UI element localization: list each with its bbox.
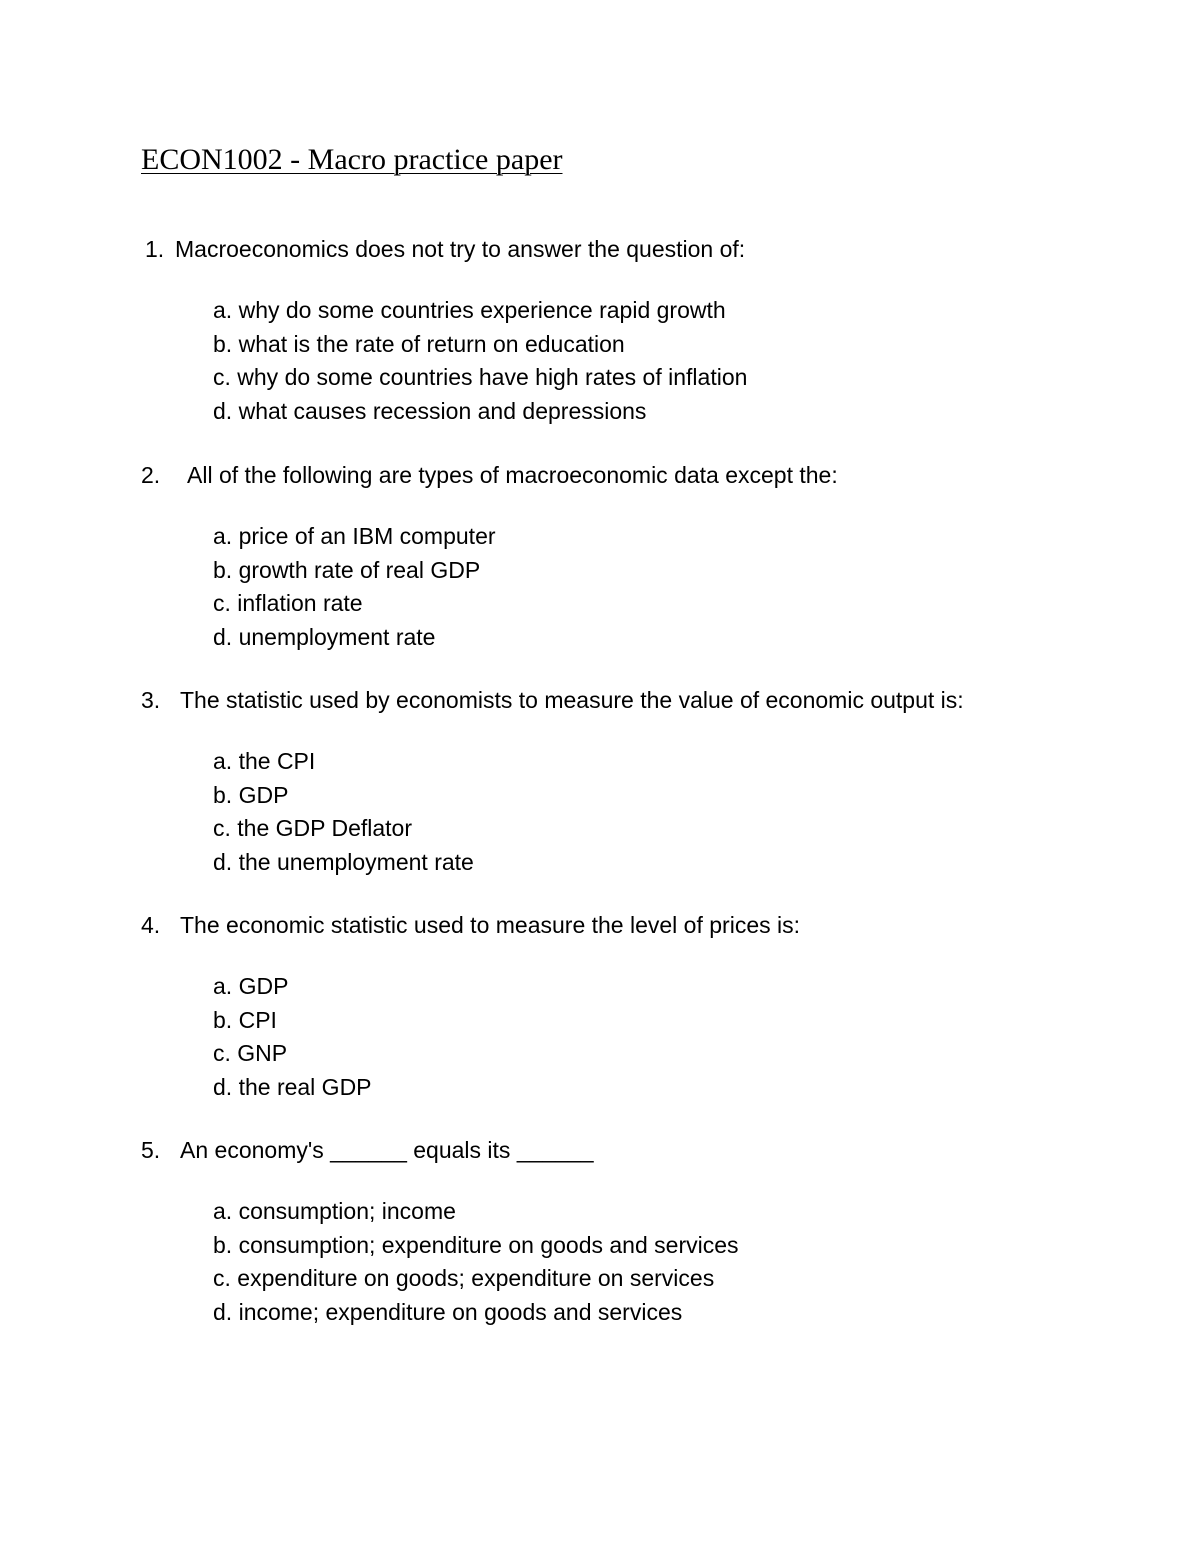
option-text: what is the rate of return on education [238,330,625,357]
option-d [141,846,1141,880]
option-list [141,1195,1141,1329]
option-text: CPI [238,1006,277,1033]
option-d [141,1071,1141,1105]
option-letter: c. [213,590,231,616]
option-a [141,970,1141,1004]
option-text: price of an IBM computer [238,523,496,549]
option-text: what causes recession and depressions [238,397,647,424]
question-text: An economy's ______ equals its ______ [180,1137,594,1163]
option-letter: c. [213,1265,231,1291]
option-text: consumption; income [238,1198,456,1224]
option-letter: d. [213,397,233,424]
option-d [141,395,1141,429]
option-d [141,1296,1141,1330]
question-stem [141,683,1141,717]
option-text: GDP [238,781,289,808]
question-number: 1. [145,236,165,262]
option-list [141,520,1141,654]
question-number: 2. [141,462,161,488]
option-letter: a. [213,297,233,323]
option-text: unemployment rate [238,623,436,650]
option-text: expenditure on goods; expenditure on services [237,1265,715,1291]
option-letter: a. [213,523,233,549]
question-text: Macroeconomics does not try to answer the question of: [175,236,746,262]
option-text: why do some countries have high rates of inflation [237,364,748,390]
option-letter: d. [213,623,233,650]
option-list [141,745,1141,879]
option-text: the real GDP [238,1073,372,1100]
page-title: ECON1002 - Macro practice paper [141,143,563,176]
option-text: inflation rate [237,590,363,616]
option-list [141,294,1141,428]
question-number: 5. [141,1137,161,1163]
option-a [141,520,1141,554]
question-text: All of the following are types of macroeconomic data except the: [187,462,838,488]
option-c [141,361,1141,395]
question-stem [141,458,1141,492]
option-letter: c. [213,815,231,841]
option-text: GDP [238,973,289,999]
option-letter: b. [213,781,233,808]
option-b [141,554,1141,588]
option-c [141,1262,1141,1296]
option-letter: a. [213,748,233,774]
question-text: The statistic used by economists to measure the value of economic output is: [180,687,964,713]
question-4 [141,908,1141,1104]
question-2 [141,458,1141,654]
option-text: the unemployment rate [238,848,474,875]
question-number: 4. [141,912,161,938]
option-text: income; expenditure on goods and services [238,1298,683,1325]
question-5 [141,1133,1141,1329]
option-letter: c. [213,364,231,390]
option-letter: a. [213,973,233,999]
option-text: why do some countries experience rapid growth [238,297,726,323]
option-b [141,1229,1141,1263]
question-stem [141,232,1141,266]
option-letter: c. [213,1040,231,1066]
question-3 [141,683,1141,879]
option-letter: d. [213,848,233,875]
option-text: growth rate of real GDP [238,556,481,583]
option-text: the GDP Deflator [237,815,412,841]
option-a [141,1195,1141,1229]
option-letter: d. [213,1298,233,1325]
option-b [141,328,1141,362]
question-stem [141,908,1141,942]
option-b [141,779,1141,813]
option-letter: b. [213,1231,233,1258]
option-letter: b. [213,1006,233,1033]
option-letter: b. [213,330,233,357]
question-number: 3. [141,687,161,713]
option-letter: d. [213,1073,233,1100]
option-list [141,970,1141,1104]
option-d [141,621,1141,655]
option-a [141,745,1141,779]
option-c [141,812,1141,846]
question-text: The economic statistic used to measure the level of prices is: [180,912,801,938]
option-letter: a. [213,1198,233,1224]
option-text: consumption; expenditure on goods and services [238,1231,739,1258]
option-b [141,1004,1141,1038]
option-c [141,1037,1141,1071]
option-a [141,294,1141,328]
option-text: the CPI [238,748,316,774]
option-c [141,587,1141,621]
question-1 [141,232,1141,428]
question-stem [141,1133,1141,1167]
option-text: GNP [237,1040,288,1066]
option-letter: b. [213,556,233,583]
